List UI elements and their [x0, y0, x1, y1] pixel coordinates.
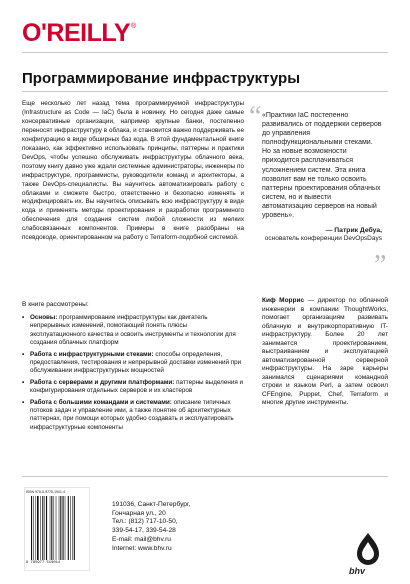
isbn-label: ISBN 978-5-9775-1901-4 [26, 490, 66, 494]
list-item-text: паттерны выделения и конфигурирования отдельных серверов и их кластеров [30, 378, 244, 395]
in-book-label: В книге рассмотрены: [22, 301, 89, 308]
publisher-address [112, 501, 190, 553]
list-item-title: Работа с инфраструктурными стеками: [30, 350, 154, 358]
barcode-bars-icon [31, 496, 83, 560]
list-item [22, 379, 244, 396]
top-divider [22, 52, 388, 53]
quote-close-mark-icon: ” [374, 250, 387, 281]
intro-text [22, 100, 244, 243]
address-line: E-mail: mail@bhv.ru [112, 535, 171, 543]
isbn-barcode [24, 487, 90, 571]
address-line: 191036, Санкт-Петербург, [112, 501, 191, 508]
bhv-logo-label: bhv [349, 566, 366, 576]
intro-paragraph: Еще несколько лет назад тема программируемой инфраструктуры (Infrastructure as Code — IaC) была в новинку. Но сегодня даже самые консервативные организации, например крупные банки, постепенно переносят инфраструктуру в облака, и становится важно поддерживать ее конфигурацию в виде обширных баз кода. В этой фундаментальной книге показано, как эффективно использовать принципы, паттерны и практики DevOps, чтобы успешно обслуживать инфраструктуры облачного века, поэтому книгу давно уже ждали системные администраторы, инженеры по инфраструктуре, программисты, руководители команд и архитекторы, а также DevOps-специалисты. Вы научитесь автоматизировать работу с облаками и сможете быстро, ответственно и безопасно изменять и модифицировать их. Вы научитесь описывать всю инфраструктуру в виде кода и применять методы проектирования и разработки программного обеспечения для создания систем любой сложности из мелких слабосвязанных компонентов. Примеры в книге разобраны на псевдокоде, ориентированном на работу с Terraform-подобной системой. [22, 100, 244, 242]
topics-list [22, 314, 244, 435]
list-item-text: программирование инфраструктуры как двигатель непрерывных изменений, помогающий понять плюсы эксплуатационного качества и освоить инструменты и технологии для создания облачных платформ [30, 314, 236, 347]
bottom-divider [22, 476, 388, 477]
address-line: Гончарная ул., 20 [112, 509, 166, 517]
barcode-number: 9 785977 519014 [26, 561, 61, 565]
list-item-text: описание типичных потоков задач и управление ими, а также понятие об архитектурных паттернах, при помощи которых удобно создавать и эксплуатировать инфраструктурные компоненты [30, 398, 234, 431]
title-divider [22, 91, 388, 92]
quote-author-role: основатель конференции DevOpsDays [264, 235, 382, 243]
author-bio [262, 297, 388, 408]
address-line: Internet: www.bhv.ru [112, 544, 172, 552]
book-title: Программирование инфраструктуры [22, 70, 301, 87]
author-bio-text: — директор по облачной инженерии в компании ThoughtWorks, помогает организациям развивать облачную и внутрикорпоративную IT-инфраструктуру. Более 20 лет занимается проектированием, выстраиванием и эксплуатацией автоматизированной серверной инфраструктуры. На заре карьеры занимался сценариями командной строки и языком Perl, а затем освоил CFEngine, Puppet, Chef, Terraform и многие другие инструменты. [262, 297, 388, 406]
oreilly-logo: O'REILLY® [22, 19, 136, 47]
endorsement-quote [262, 111, 382, 244]
list-item [22, 399, 244, 433]
list-item-title: Работа с большими командами и системами: [30, 398, 172, 406]
quote-text: «Практики IaC постепенно развивались от поддержки серверов до управления полнофункциональными стеками. Но за новые возможности приходится расплачиваться усложнением систем. Эта книга позволит вам не только освоить паттерны проектирования облачных систем, но и вывести автоматизацию серверов на новый уровень». [262, 112, 382, 220]
author-name: Киф Моррис [262, 297, 305, 304]
list-item-title: Работа с серверами и другими платформами: [30, 378, 175, 386]
quote-author: — Патрик Дебуа, [325, 227, 382, 235]
list-item [22, 351, 244, 376]
list-item-title: Основы: [30, 314, 58, 321]
quote-open-mark-icon: “ [249, 101, 262, 132]
list-item [22, 314, 244, 348]
address-line: 339-54-17, 339-54-28 [112, 527, 176, 535]
list-item-text: способы определения, предоставления, тестирования и непрерывной доставки изменений при обслуживании инфраструктурных мощностей [30, 350, 242, 375]
address-line: Тел.: (812) 717-10-50, [112, 518, 178, 526]
